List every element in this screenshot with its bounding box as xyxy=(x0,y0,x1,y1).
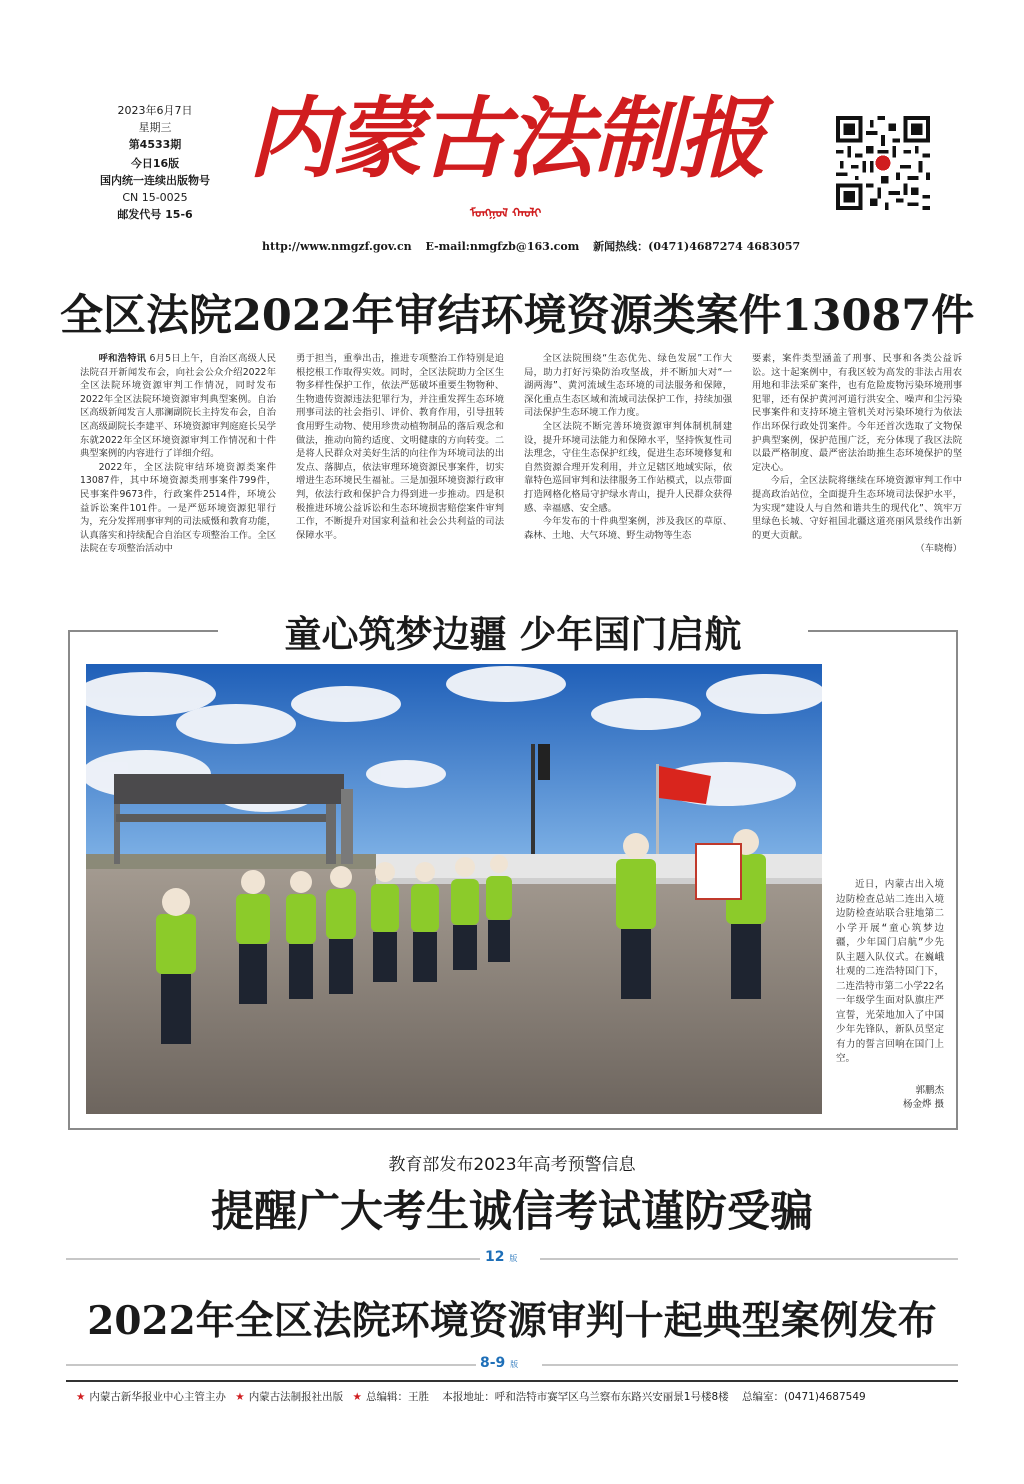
contact-line xyxy=(262,238,800,254)
teaser1-page-number: 12 xyxy=(485,1249,505,1265)
issue-weekday: 星期三 xyxy=(138,121,172,134)
teaser1-headline[interactable]: 提醒广大考生诚信考试谨防受骗 xyxy=(211,1187,813,1237)
photo-credit-1: 郭鹏杰 xyxy=(915,1085,944,1096)
article-author: （车晓梅） xyxy=(915,543,962,555)
lead-paragraph-1: 6月5日上午，自治区高级人民法院召开新闻发布会，向社会公众介绍2022年全区法院环境资源审判工作情况，同时发布2022年全区法院环境资源审判典型案例。自治区高级新闻发言人那澜副院长主持发布会，自治区高级副院长李建平、环境资源审判庭庭长吴学东就2022年全区环境资源审判工作情况和十件典型案例的内容进行了详细介绍。 xyxy=(80,353,276,460)
photo-credit xyxy=(836,1084,944,1112)
newspaper-logo: 内蒙古法制报 xyxy=(248,86,765,190)
serial-label: 国内统一连续出版物号 xyxy=(100,174,210,187)
lead-paragraph-5: 全区法院不断完善环境资源审判体制机制建设，提升环境司法能力和保障水平，坚持恢复性司法理念，守住生态保护红线，促进生态环境修复和自然资源合理开发利用，并立足辖区地域实际，依靠特色巡回审判和法律服务工作站模式，以点带面打造网格化格局守护绿水青山，提升人民群众获得感、幸福感、安全感。 xyxy=(524,420,732,514)
issue-pages: 今日16版 xyxy=(130,157,180,170)
lead-paragraph-3: 勇于担当，重拳出击，推进专项整治工作特别是追根挖根工作取得实效。同时，全区法院助力全区生物多样性保护工作，依法严惩破坏重要生物物种、生物遗传资源违法犯罪行为，并注重发挥生态环境刑事司法的社会指引、评价、教育作用，引导扭转食用野生动物、使用珍贵动植物制品的落后观念和做法，推动向简约适度、文明健康的方向转变。二是将人民群众对美好生活的向往作为环境司法的出发点、落脚点，依法审理环境资源民事案件，切实增进生态环境民生福祉。三是加强环境资源行政审判，依法行政和保护合力得到进一步推动。四是积极推进环境公益诉讼和生态环境损害赔偿案件审判工作，不断提升对国家利益和社会公共利益的司法保障水平。 xyxy=(296,353,504,541)
photo-caption xyxy=(836,878,944,1067)
star-icon: ★ xyxy=(352,1391,362,1403)
issue-date: 2023年6月7日 xyxy=(117,104,193,117)
qr-code-icon xyxy=(836,116,930,210)
lead-column-4 xyxy=(752,352,962,586)
lead-column-2 xyxy=(296,352,504,586)
lead-column-1 xyxy=(80,352,276,586)
lead-column-3 xyxy=(524,352,732,586)
star-icon: ★ xyxy=(76,1391,86,1403)
footer xyxy=(70,1389,960,1404)
teaser2-page-ref[interactable] xyxy=(480,1355,518,1371)
footer-editor: 总编辑：王胜 xyxy=(365,1391,429,1403)
lead-paragraph-8: 今后，全区法院将继续在环境资源审判工作中提高政治站位，全面提升生态环境司法保护水平，为实现“建设人与自然和谐共生的现代化”、筑牢万里绿色长城、守好祖国北疆这道亮丽风景线作出新的更大贡献。 xyxy=(752,475,962,541)
teaser2-headline[interactable]: 2022年全区法院环境资源审判十起典型案例发布 xyxy=(87,1298,937,1344)
teaser1-page-ref[interactable] xyxy=(485,1249,517,1265)
footer-rule xyxy=(66,1380,958,1382)
lead-paragraph-4: 全区法院围绕“生态优先、绿色发展”工作大局，助力打好污染防治攻坚战，并不断加大对“一湖两海”、黄河流域生态环境的司法服务和保障，深化重点生态区域和流域司法保护工作，持续加强司法保护生态环境工作力度。 xyxy=(524,353,732,419)
website-link[interactable]: http://www.nmgzf.gov.cn xyxy=(262,240,412,253)
frame-divider-left xyxy=(68,630,218,632)
teaser2-rule-left xyxy=(66,1364,476,1366)
cn-number: CN 15-0025 xyxy=(122,191,188,204)
teaser2-rule-right xyxy=(542,1364,958,1366)
photo-story-title[interactable]: 童心筑梦边疆 少年国门启航 xyxy=(284,612,742,656)
mongolian-title: ᠮᠣᠩᠭᠣᠯ ᠬᠠᠤᠯᠢ xyxy=(470,206,542,220)
photo-credit-2: 杨金烨 摄 xyxy=(902,1099,944,1110)
news-photo[interactable] xyxy=(86,664,822,1114)
lead-paragraph-6: 今年发布的十件典型案例，涉及我区的草原、森林、土地、大气环境、野生动物等生态 xyxy=(524,516,732,541)
teaser2-page-suffix: 版 xyxy=(510,1360,519,1369)
teaser1-page-suffix: 版 xyxy=(509,1254,518,1263)
footer-address: 本报地址：呼和浩特市赛罕区乌兰察布东路兴安丽景1号楼8楼 xyxy=(442,1391,729,1403)
lead-paragraph-7: 要素，案件类型涵盖了刑事、民事和各类公益诉讼。这十起案例中，有我区较为高发的非法占用农用地和非法采矿案件，也有危险废物污染环境刑事犯罪，还有保护黄河河道行洪安全、噪声和尘污染民事案件和支持环境主管机关对污染环境行为依法作出环保行政处罚案件。今年还首次选取了文物保护典型案例，保护范围广泛，充分体现了我区法院以最严格制度、最严密法治助推生态环境保护的坚定决心。 xyxy=(752,353,962,473)
footer-publisher: 内蒙古法制报社出版 xyxy=(248,1391,344,1403)
hotline-text: 新闻热线：(0471)4687274 4683057 xyxy=(593,240,801,253)
teaser1-rule-left xyxy=(66,1258,480,1260)
frame-divider-right xyxy=(808,630,958,632)
teaser2-page-number: 8-9 xyxy=(480,1355,506,1371)
issue-number: 第4533期 xyxy=(128,138,182,151)
photo-caption-text: 近日，内蒙古出入境边防检查总站二连出入境边防检查站联合驻地第二小学开展“童心筑梦边疆，少年国门启航”少先队主题入队仪式。在巍峨壮观的二连浩特国门下，二连浩特市第二小学22名一年级学生面对队旗庄严宣誓，光荣地加入了中国少年先锋队，新队员坚定有力的誓言回响在国门上空。 xyxy=(836,879,944,1064)
teaser1-kicker[interactable]: 教育部发布2023年高考预警信息 xyxy=(388,1155,636,1175)
email-link[interactable]: E-mail:nmgfzb@163.com xyxy=(425,240,580,253)
lead-paragraph-2: 2022年，全区法院审结环境资源类案件13087件，其中环境资源类刑事案件799件，民事案件9673件，行政案件2514件，环境公益诉讼案件101件。一是严惩环境资源犯罪行为，充分发挥刑事审判的司法威慑和教育功能，认真落实和持续配合自治区专项整治工作。全区法院在专项整治活动中 xyxy=(80,461,276,555)
byline: 呼和浩特讯 xyxy=(98,353,147,364)
teaser1-rule-right xyxy=(540,1258,958,1260)
postal-code: 邮发代号 15-6 xyxy=(117,208,193,221)
lead-headline[interactable]: 全区法院2022年审结环境资源类案件13087件 xyxy=(60,291,975,341)
footer-sponsor: 内蒙古新华报业中心主管主办 xyxy=(89,1391,226,1403)
star-icon: ★ xyxy=(235,1391,245,1403)
footer-office: 总编室：(0471)4687549 xyxy=(742,1391,866,1403)
